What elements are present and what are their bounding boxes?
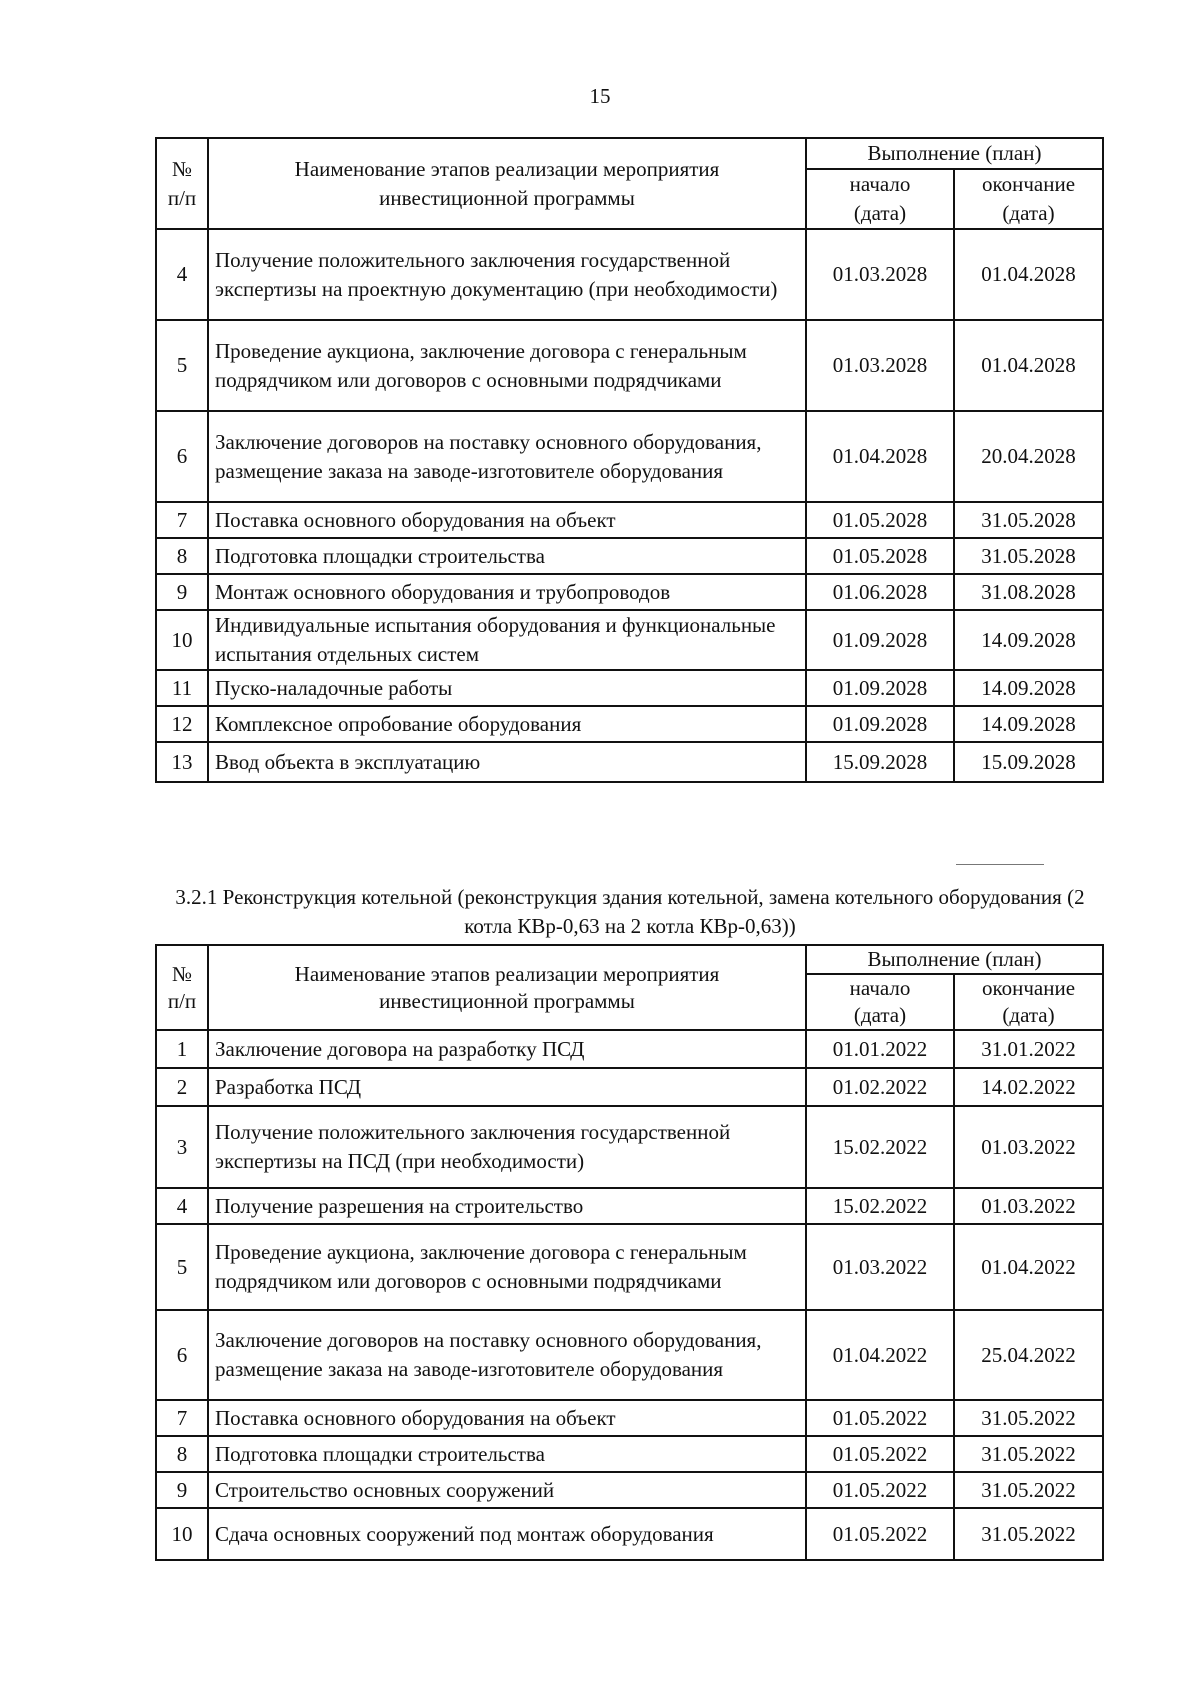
row-number: 9 — [156, 574, 208, 610]
table-row — [156, 1068, 1103, 1106]
stage-name: Заключение договора на разработку ПСД — [208, 1030, 806, 1068]
schedule-table-2 — [155, 944, 1104, 1561]
stage-name: Проведение аукциона, заключение договора с генеральным подрядчиком или договоров с основными подрядчиками — [208, 320, 806, 411]
header-execution: Выполнение (план) — [806, 945, 1103, 974]
end-date: 01.03.2022 — [954, 1106, 1103, 1188]
row-number: 1 — [156, 1030, 208, 1068]
stage-name: Комплексное опробование оборудования — [208, 706, 806, 742]
start-date: 01.04.2022 — [806, 1310, 954, 1400]
end-date: 31.05.2022 — [954, 1472, 1103, 1508]
stage-name: Поставка основного оборудования на объект — [208, 502, 806, 538]
end-date: 31.01.2022 — [954, 1030, 1103, 1068]
row-number: 5 — [156, 320, 208, 411]
schedule-table-1 — [155, 137, 1104, 783]
header-end-date: окончание (дата) — [954, 974, 1103, 1030]
table-row — [156, 610, 1103, 670]
stage-name: Получение положительного заключения государственной экспертизы на проектную документацию (при необходимости) — [208, 229, 806, 320]
stage-name: Индивидуальные испытания оборудования и функциональные испытания отдельных систем — [208, 610, 806, 670]
start-date: 01.05.2022 — [806, 1400, 954, 1436]
row-number: 4 — [156, 229, 208, 320]
end-date: 14.02.2022 — [954, 1068, 1103, 1106]
page-number: 15 — [589, 84, 611, 108]
start-date: 01.05.2028 — [806, 502, 954, 538]
stage-name: Монтаж основного оборудования и трубопроводов — [208, 574, 806, 610]
stage-name: Ввод объекта в эксплуатацию — [208, 742, 806, 782]
table-row — [156, 706, 1103, 742]
header-num: № п/п — [156, 945, 208, 1030]
table-row — [156, 1436, 1103, 1472]
stage-name: Подготовка площадки строительства — [208, 1436, 806, 1472]
table-row — [156, 742, 1103, 782]
stage-name: Заключение договоров на поставку основного оборудования, размещение заказа на заводе-изготовителе оборудования — [208, 1310, 806, 1400]
start-date: 01.03.2022 — [806, 1224, 954, 1310]
stage-name: Проведение аукциона, заключение договора с генеральным подрядчиком или договоров с основными подрядчиками — [208, 1224, 806, 1310]
table-row — [156, 574, 1103, 610]
start-date: 01.01.2022 — [806, 1030, 954, 1068]
row-number: 9 — [156, 1472, 208, 1508]
table-row — [156, 1400, 1103, 1436]
table-row — [156, 320, 1103, 411]
header-start-date: начало (дата) — [806, 974, 954, 1030]
end-date: 31.05.2022 — [954, 1508, 1103, 1560]
start-date: 01.05.2028 — [806, 538, 954, 574]
stage-name: Разработка ПСД — [208, 1068, 806, 1106]
stage-name: Заключение договоров на поставку основного оборудования, размещение заказа на заводе-изготовителе оборудования — [208, 411, 806, 502]
table-row — [156, 1310, 1103, 1400]
stage-name: Пуско-наладочные работы — [208, 670, 806, 706]
start-date: 01.05.2022 — [806, 1508, 954, 1560]
header-stage-name: Наименование этапов реализации мероприятия инвестиционной программы — [208, 945, 806, 1030]
schedule-table-2-body — [156, 1030, 1103, 1560]
start-date: 01.02.2022 — [806, 1068, 954, 1106]
row-number: 10 — [156, 610, 208, 670]
end-date: 31.05.2028 — [954, 538, 1103, 574]
row-number: 10 — [156, 1508, 208, 1560]
row-number: 7 — [156, 1400, 208, 1436]
start-date: 15.02.2022 — [806, 1188, 954, 1224]
table-row — [156, 670, 1103, 706]
table-row — [156, 502, 1103, 538]
schedule-table-1-body — [156, 229, 1103, 782]
stage-name: Сдача основных сооружений под монтаж оборудования — [208, 1508, 806, 1560]
stage-name: Строительство основных сооружений — [208, 1472, 806, 1508]
header-stage-name: Наименование этапов реализации мероприятия инвестиционной программы — [208, 138, 806, 229]
header-execution: Выполнение (план) — [806, 138, 1103, 169]
start-date: 01.05.2022 — [806, 1436, 954, 1472]
table-row — [156, 1188, 1103, 1224]
row-number: 8 — [156, 1436, 208, 1472]
start-date: 01.03.2028 — [806, 320, 954, 411]
start-date: 01.03.2028 — [806, 229, 954, 320]
row-number: 11 — [156, 670, 208, 706]
header-num: № п/п — [156, 138, 208, 229]
end-date: 15.09.2028 — [954, 742, 1103, 782]
start-date: 01.09.2028 — [806, 706, 954, 742]
stage-name: Подготовка площадки строительства — [208, 538, 806, 574]
table-row — [156, 1106, 1103, 1188]
start-date: 01.09.2028 — [806, 670, 954, 706]
row-number: 5 — [156, 1224, 208, 1310]
start-date: 15.02.2022 — [806, 1106, 954, 1188]
end-date: 01.04.2028 — [954, 229, 1103, 320]
stage-name: Получение положительного заключения государственной экспертизы на ПСД (при необходимости) — [208, 1106, 806, 1188]
start-date: 01.06.2028 — [806, 574, 954, 610]
row-number: 6 — [156, 411, 208, 502]
end-date: 14.09.2028 — [954, 706, 1103, 742]
table-row — [156, 1224, 1103, 1310]
end-date: 20.04.2028 — [954, 411, 1103, 502]
table-row — [156, 1030, 1103, 1068]
row-number: 6 — [156, 1310, 208, 1400]
header-end-date: окончание (дата) — [954, 169, 1103, 229]
table-row — [156, 538, 1103, 574]
start-date: 15.09.2028 — [806, 742, 954, 782]
row-number: 7 — [156, 502, 208, 538]
row-number: 2 — [156, 1068, 208, 1106]
start-date: 01.09.2028 — [806, 610, 954, 670]
row-number: 12 — [156, 706, 208, 742]
end-date: 31.05.2022 — [954, 1436, 1103, 1472]
end-date: 14.09.2028 — [954, 610, 1103, 670]
table-row — [156, 411, 1103, 502]
section-title: 3.2.1 Реконструкция котельной (реконструкция здания котельной, замена котельного оборудования (2 котла КВр-0,63 на 2 котла КВр-0,63)) — [175, 885, 1085, 938]
header-start-date: начало (дата) — [806, 169, 954, 229]
end-date: 25.04.2022 — [954, 1310, 1103, 1400]
stage-name: Получение разрешения на строительство — [208, 1188, 806, 1224]
end-date: 31.05.2022 — [954, 1400, 1103, 1436]
start-date: 01.05.2022 — [806, 1472, 954, 1508]
end-date: 31.08.2028 — [954, 574, 1103, 610]
row-number: 13 — [156, 742, 208, 782]
stage-name: Поставка основного оборудования на объект — [208, 1400, 806, 1436]
row-number: 4 — [156, 1188, 208, 1224]
end-date: 31.05.2028 — [954, 502, 1103, 538]
end-date: 01.03.2022 — [954, 1188, 1103, 1224]
table-row — [156, 229, 1103, 320]
row-number: 8 — [156, 538, 208, 574]
row-number: 3 — [156, 1106, 208, 1188]
table-row — [156, 1508, 1103, 1560]
table-row — [156, 1472, 1103, 1508]
end-date: 14.09.2028 — [954, 670, 1103, 706]
end-date: 01.04.2028 — [954, 320, 1103, 411]
end-date: 01.04.2022 — [954, 1224, 1103, 1310]
scan-artifact-line — [956, 864, 1044, 865]
start-date: 01.04.2028 — [806, 411, 954, 502]
